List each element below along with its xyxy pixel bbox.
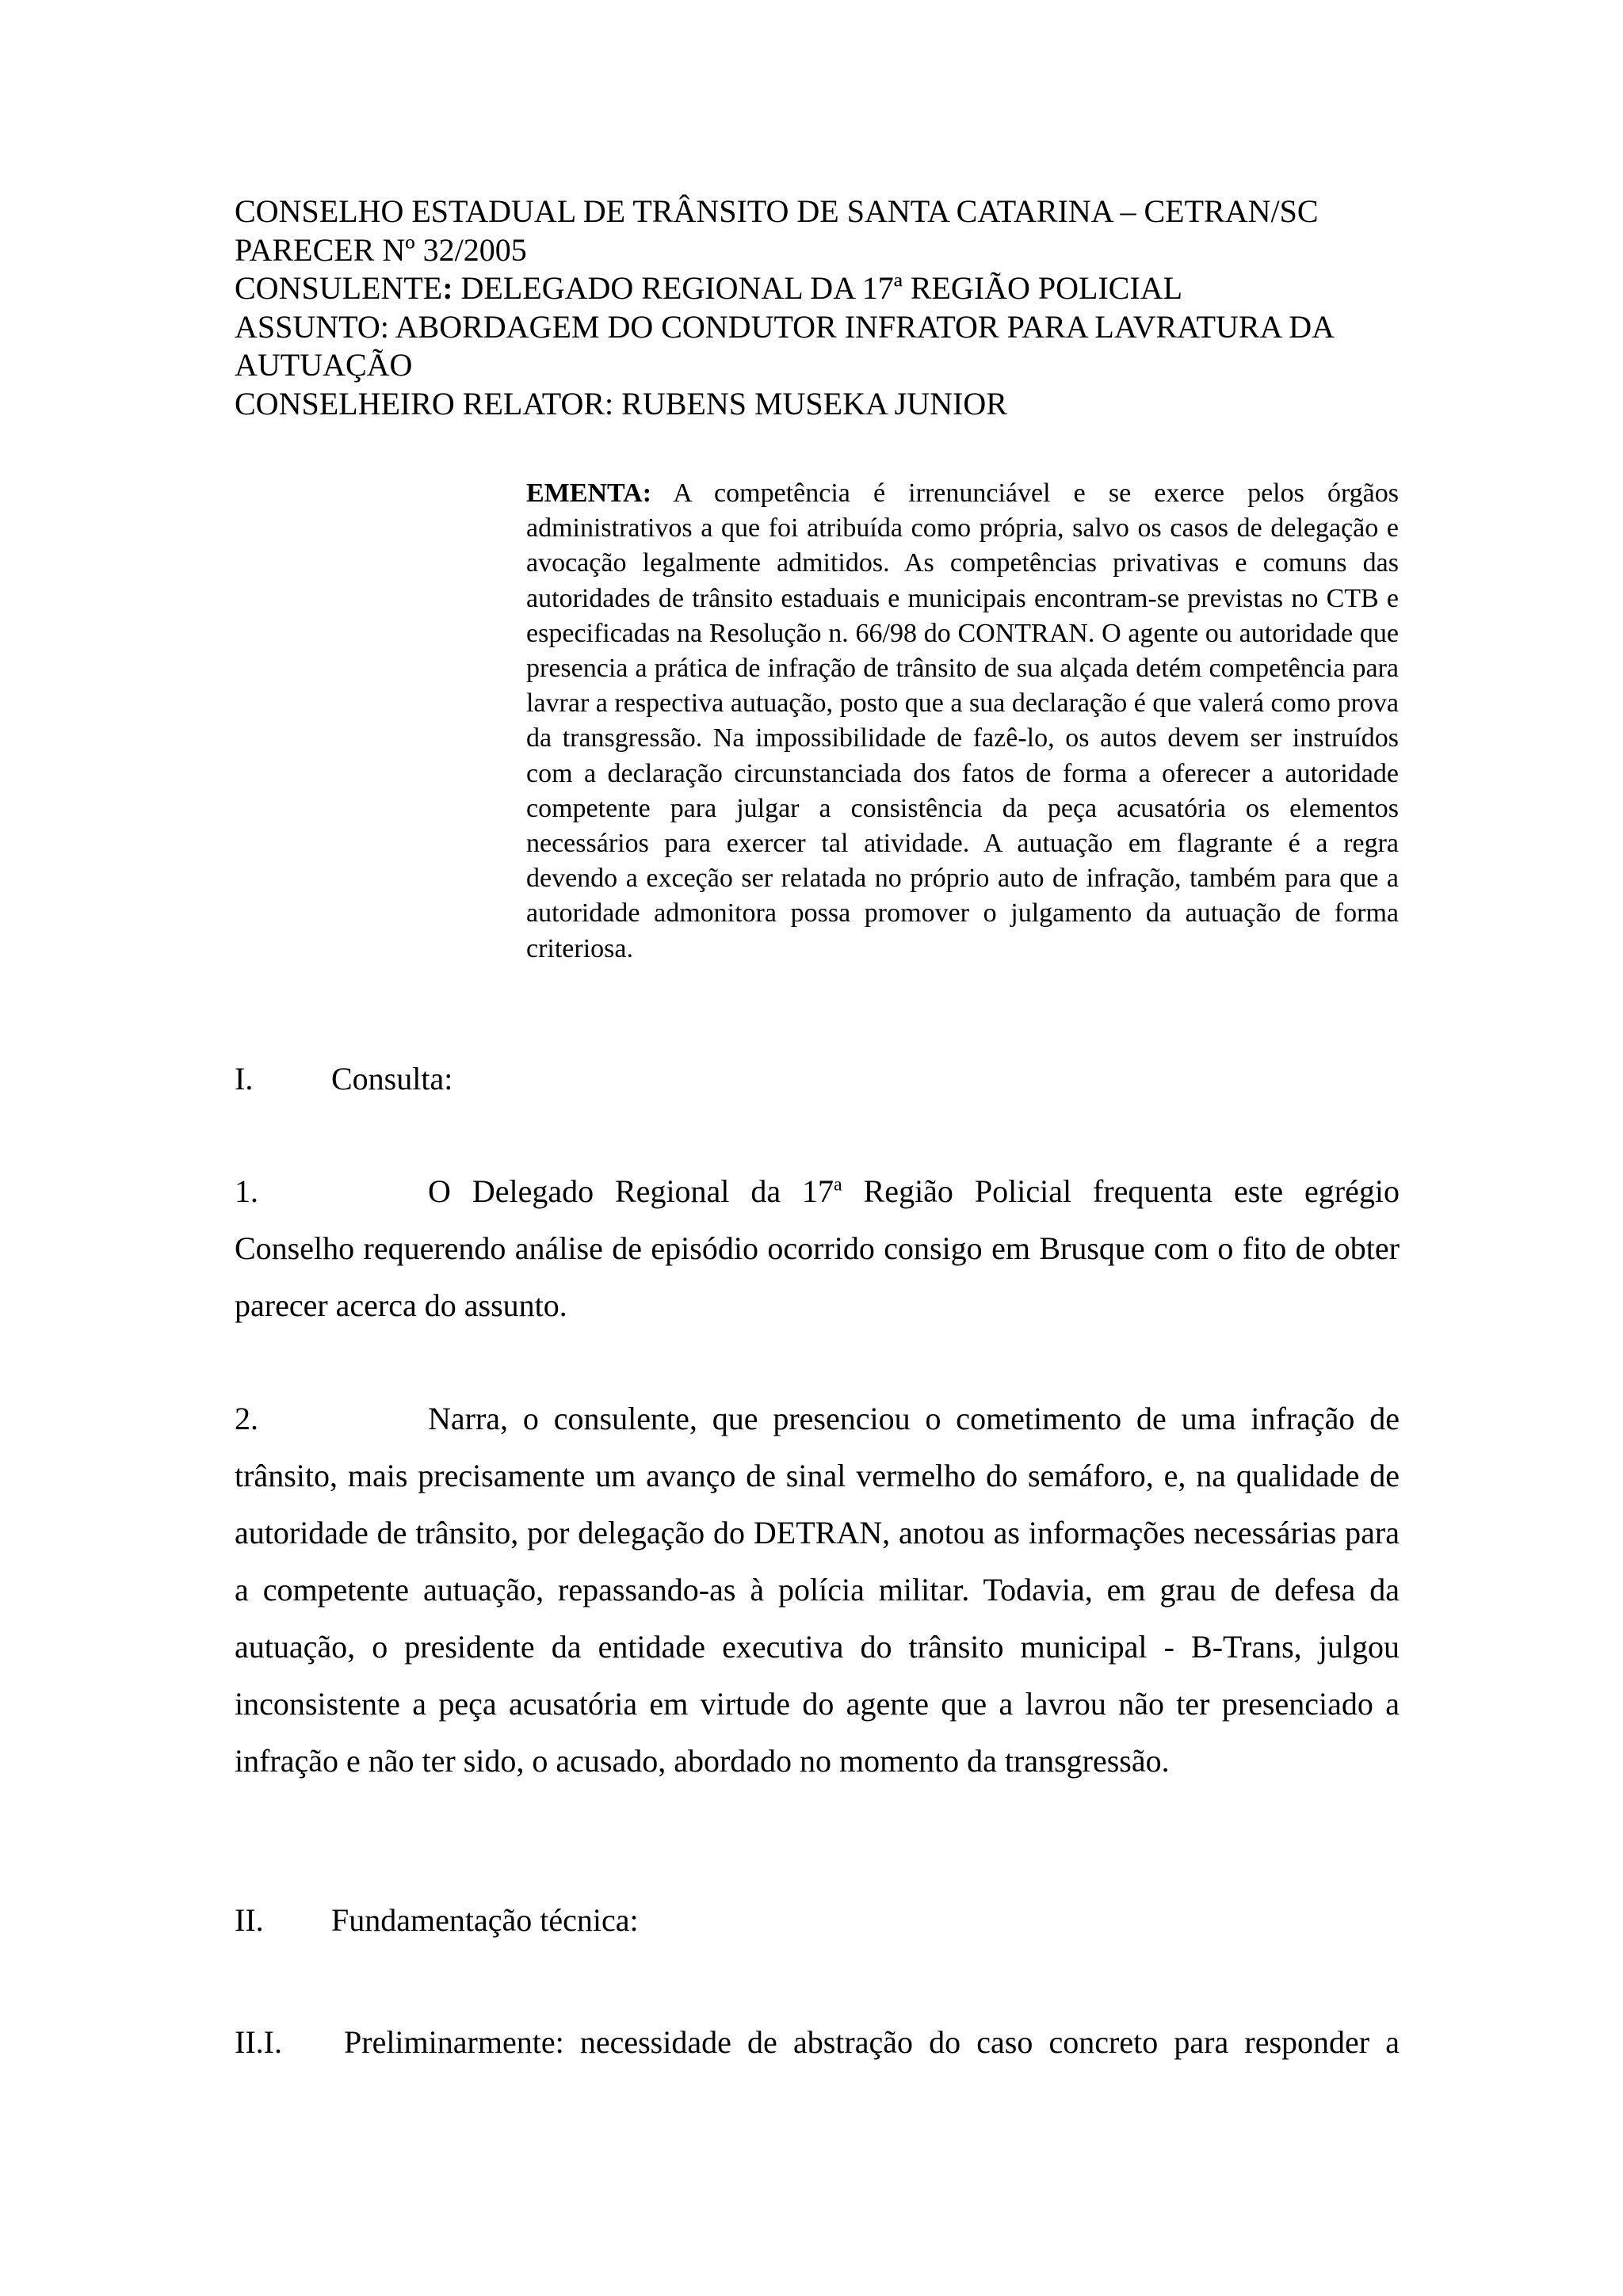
ordinal-superscript: a: [834, 1174, 842, 1196]
council-name: CONSELHO ESTADUAL DE TRÂNSITO DE SANTA CATARINA – CETRAN/SC: [235, 193, 1319, 229]
section-number: I.: [235, 1061, 254, 1097]
ementa-text: A competência é irrenunciável e se exerce pelos órgãos administrativos a que foi atribuída como própria, salvo os casos de delegação e avocação legalmente admitidos. As competências privativas e comuns das autoridades de trânsito estaduais e municipais encontram-se previstas no CTB e especificadas na Resolução n. 66/98 do CONTRAN. O agente ou autoridade que presencia a prática de infração de trânsito de sua alçada detém competência para lavrar a respectiva autuação, posto que a sua declaração é que valerá como prova da transgressão. Na impossibilidade de fazê-lo, os autos devem ser instruídos com a declaração circunstanciada dos fatos de forma a oferecer a autoridade competente para julgar a consistência da peça acusatória os elementos necessários para exercer tal atividade. A autuação em flagrante é a regra devendo a exceção ser relatada no próprio auto de infração, também para que a autoridade admonitora possa promover o julgamento da autuação de forma criteriosa.: [526, 479, 1399, 963]
consulente-colon: :: [442, 270, 453, 306]
section-number: II.: [235, 1902, 264, 1938]
paragraph-text: Narra, o consulente, que presenciou o cometimento de uma infração de trânsito, mais precisamente um avanço de sinal vermelho do semáforo, e, na qualidade de autoridade de trânsito, por delegação do DETRAN, anotou as informações necessárias para a competente autuação, repassando-as à polícia militar. Todavia, em grau de defesa da autuação, o presidente da entidade executiva do trânsito municipal - B-Trans, julgou inconsistente a peça acusatória em virtude do agente que a lavrou não ter presenciado a infração e não ter sido, o acusado, abordado no momento da transgressão.: [235, 1401, 1400, 1779]
section-heading-consulta: [235, 1060, 453, 1098]
relator-line: CONSELHEIRO RELATOR: RUBENS MUSEKA JUNIOR: [235, 385, 1007, 421]
section-title: Consulta:: [331, 1061, 453, 1097]
subsection-preliminarmente: [235, 2020, 1400, 2065]
consulente-label: CONSULENTE: [235, 270, 443, 306]
assunto-line-1: ASSUNTO: ABORDAGEM DO CONDUTOR INFRATOR PARA LAVRATURA DA: [235, 308, 1335, 345]
paragraph-1: [235, 1163, 1400, 1334]
consulente-value: DELEGADO REGIONAL DA 17ª REGIÃO POLICIAL: [453, 270, 1183, 306]
ementa-label: EMENTA:: [526, 479, 652, 508]
paragraph-text-before: O Delegado Regional da 17: [428, 1173, 834, 1209]
section-title: Fundamentação técnica:: [331, 1902, 639, 1938]
assunto-line-2: AUTUAÇÃO: [235, 347, 413, 383]
paragraph-number: 1.: [235, 1173, 258, 1209]
subsection-number: II.I.: [235, 2024, 282, 2060]
paragraph-text-after: Região Policial frequenta este egrégio Conselho requerendo análise de episódio ocorrido consigo em Brusque com o fito de obter parecer acerca do assunto.: [235, 1173, 1400, 1323]
consulente-line: [235, 269, 1400, 308]
parecer-number: PARECER Nº 32/2005: [235, 231, 527, 268]
section-heading-fundamentacao: [235, 1901, 639, 1939]
document-header: [235, 193, 1400, 423]
subsection-text: Preliminarmente: necessidade de abstração do caso concreto para responder a: [344, 2024, 1400, 2060]
paragraph-2: [235, 1390, 1400, 1790]
ementa-block: [526, 476, 1399, 967]
paragraph-number: 2.: [235, 1401, 258, 1436]
